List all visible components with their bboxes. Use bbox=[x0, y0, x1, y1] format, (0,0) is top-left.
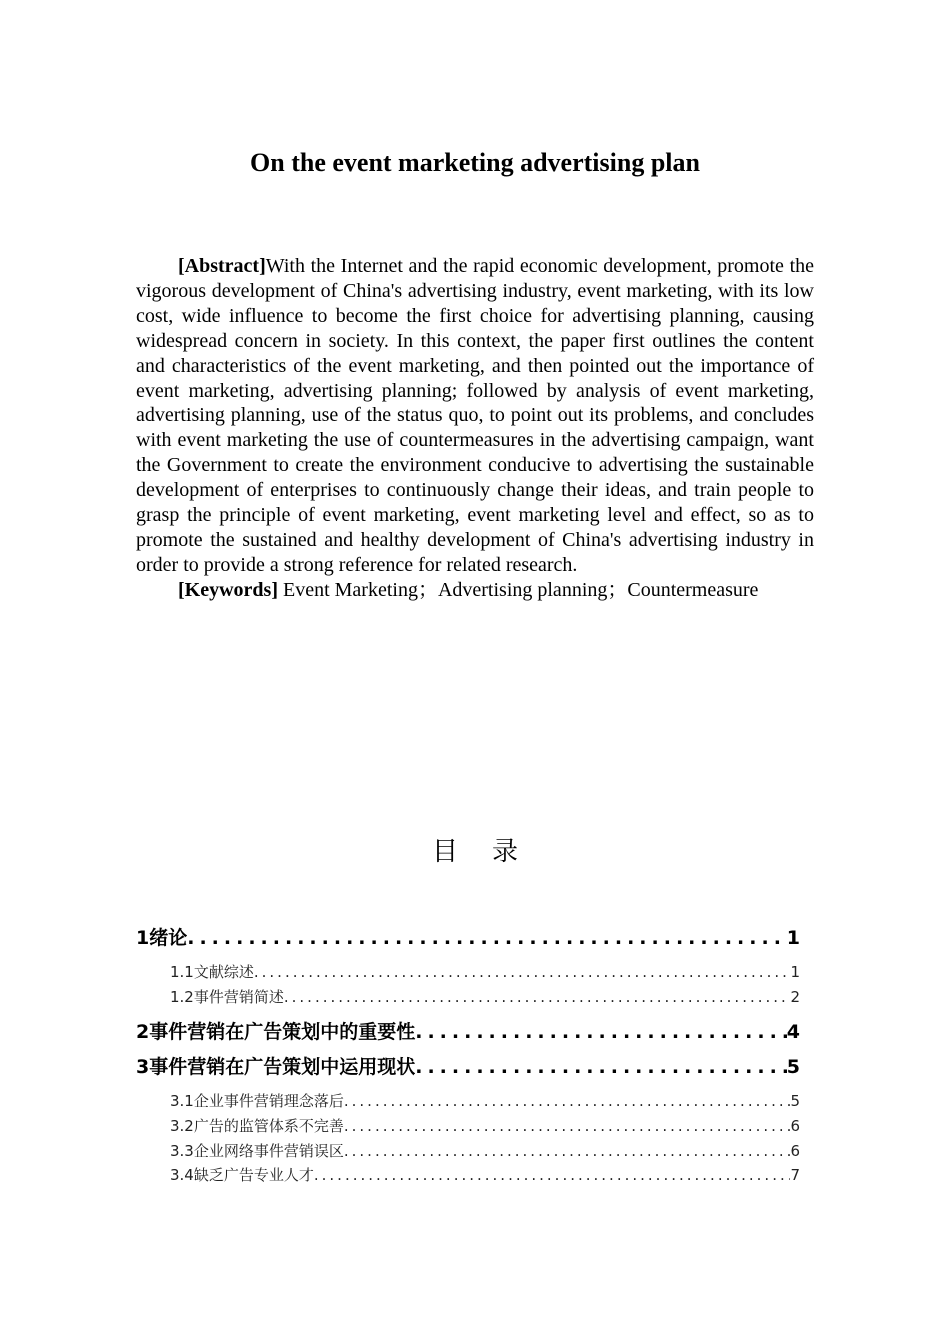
toc-entry-page: 5 bbox=[786, 1056, 800, 1078]
toc-entry-page: 1 bbox=[790, 963, 800, 981]
toc-entry-page: 6 bbox=[790, 1117, 800, 1135]
toc-entry-3-2[interactable] bbox=[170, 1115, 800, 1137]
abstract-paragraph bbox=[136, 254, 814, 578]
toc-entry-label: 企业网络事件营销误区 bbox=[193, 1142, 344, 1160]
document-title: On the event marketing advertising plan bbox=[250, 148, 700, 177]
keywords-paragraph bbox=[136, 578, 814, 603]
toc-leader-dots bbox=[284, 986, 791, 1008]
toc-entry-number: 3.2 bbox=[170, 1117, 194, 1135]
abstract-text: With the Internet and the rapid economic development, promote the vigorous development of China's advertising industry, event marketing, with its low cost, wide influence to become the first choice for advertising planning, causing widespread concern in society. In this context, the paper first outlines the content and characteristics of the event marketing, and then pointed out the importance of event marketing, advertising planning; followed by analysis of event marketing, advertising planning, use of the status quo, to point out its problems, and concludes with event marketing the use of countermeasures in the advertising campaign, want the Government to create the environment conducive to advertising the sustainable development of enterprises to continuously change their ideas, and train people to grasp the principle of event marketing, event marketing level and effect, so as to promote the sustained and healthy development of China's advertising industry in order to provide a strong reference for related research. bbox=[136, 255, 814, 576]
toc-leader-dots bbox=[314, 1164, 791, 1186]
toc-entry-label: 广告的监管体系不完善 bbox=[193, 1117, 344, 1135]
toc-entry-label: 事件营销在广告策划中运用现状 bbox=[149, 1056, 416, 1078]
toc-entry-page: 7 bbox=[790, 1166, 800, 1184]
toc-leader-dots bbox=[254, 961, 791, 983]
toc-leader-dots bbox=[344, 1140, 791, 1162]
toc-entry-number: 3.1 bbox=[170, 1092, 194, 1110]
toc-heading: 目录 bbox=[431, 837, 552, 867]
toc-entry-label: 文献综述 bbox=[193, 963, 254, 981]
toc-leader-dots bbox=[344, 1115, 791, 1137]
toc-entry-3-4[interactable] bbox=[170, 1164, 800, 1186]
toc-entry-label: 事件营销简述 bbox=[193, 988, 284, 1006]
toc-entry-number: 2 bbox=[136, 1021, 150, 1043]
toc-entry-3[interactable] bbox=[136, 1053, 800, 1081]
toc-entry-3-1[interactable] bbox=[170, 1090, 800, 1112]
toc-entry-2[interactable] bbox=[136, 1018, 800, 1046]
toc-entry-label: 企业事件营销理念落后 bbox=[193, 1092, 344, 1110]
toc-leader-dots bbox=[344, 1090, 791, 1112]
toc-entry-3-3[interactable] bbox=[170, 1140, 800, 1162]
toc-entry-page: 1 bbox=[786, 927, 800, 949]
toc-leader-dots bbox=[415, 1018, 787, 1046]
toc-entry-1[interactable] bbox=[136, 924, 800, 952]
keywords-label: [Keywords] bbox=[178, 578, 278, 601]
toc-entry-number: 1 bbox=[136, 927, 150, 949]
abstract-section bbox=[136, 254, 814, 603]
toc-entry-number: 3 bbox=[136, 1056, 150, 1078]
toc-entry-page: 2 bbox=[790, 988, 800, 1006]
toc-leader-dots bbox=[187, 924, 787, 952]
toc-entry-label: 事件营销在广告策划中的重要性 bbox=[149, 1021, 416, 1043]
toc-entry-number: 3.4 bbox=[170, 1166, 194, 1184]
toc-entry-page: 6 bbox=[790, 1142, 800, 1160]
toc-entry-label: 绪论 bbox=[149, 927, 188, 949]
keywords-text: Event Marketing；Advertising planning；Countermeasure bbox=[277, 578, 759, 601]
toc-entry-page: 4 bbox=[786, 1021, 800, 1043]
abstract-label: [Abstract] bbox=[178, 255, 266, 277]
toc-entry-number: 1.1 bbox=[170, 963, 194, 981]
toc-entry-1-2[interactable] bbox=[170, 986, 800, 1008]
toc-entry-number: 3.3 bbox=[170, 1142, 194, 1160]
toc-entry-label: 缺乏广告专业人才 bbox=[193, 1166, 314, 1184]
toc-entry-1-1[interactable] bbox=[170, 961, 800, 983]
toc-leader-dots bbox=[415, 1053, 787, 1081]
toc-entry-page: 5 bbox=[790, 1092, 800, 1110]
toc-entry-number: 1.2 bbox=[170, 988, 194, 1006]
